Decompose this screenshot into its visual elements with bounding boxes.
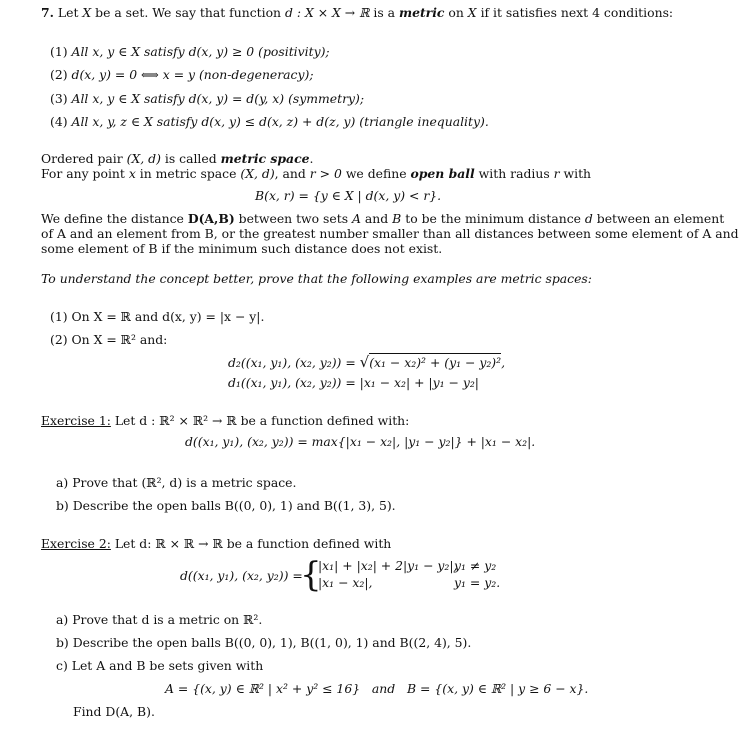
exercise1-statement xyxy=(41,413,409,428)
example-text: On X = ℝ and d(x, y) = |x − y|. xyxy=(71,309,265,324)
text: . xyxy=(309,151,314,166)
euclidean-metric-formula xyxy=(228,355,505,370)
example-item xyxy=(50,332,167,347)
condition-text: All x, y ∈ X satisfy d(x, y) = d(y, x) xyxy=(71,91,285,106)
part-text: Prove that (ℝ², d) is a metric space. xyxy=(72,475,297,490)
part-text: Let A and B be sets given with xyxy=(71,658,264,673)
exercise1-text: Let d : ℝ² × ℝ² → ℝ be a function defined with: xyxy=(110,413,410,428)
cases-brace: { xyxy=(300,555,322,595)
exercise2-statement xyxy=(41,536,391,551)
exercise2-formula-lhs: d((x₁, y₁), (x₂, y₂)) = xyxy=(180,568,303,583)
case-1-expression: |x₁| + |x₂| + 2|y₁ − y₂|, xyxy=(318,558,458,573)
part-text: Describe the open balls B((0, 0), 1), B((1, 0), 1) and B((2, 4), 5). xyxy=(72,635,472,650)
math: (X, d) xyxy=(126,151,161,166)
exercise1-part-a xyxy=(56,475,296,490)
text: with radius xyxy=(474,166,554,181)
case-1-condition: y₁ ≠ y₂ xyxy=(454,558,497,573)
problem-intro xyxy=(41,5,673,20)
intro-text: on xyxy=(444,5,468,20)
math: r xyxy=(553,166,560,181)
condition-number: (4) xyxy=(50,114,68,129)
condition-text: d(x, y) = 0 ⟺ x = y xyxy=(71,67,196,82)
part-text: Prove that d is a metric on ℝ². xyxy=(72,612,263,627)
text: to be the minimum distance xyxy=(401,211,585,226)
condition-item xyxy=(50,44,330,59)
condition-note: (triangle inequality). xyxy=(359,114,489,129)
condition-item xyxy=(50,91,364,106)
math: r > 0 xyxy=(309,166,342,181)
open-ball-definition xyxy=(41,166,591,181)
exercise2-part-c xyxy=(56,658,263,673)
condition-item xyxy=(50,67,314,82)
example-item xyxy=(50,309,264,324)
formula-lhs: d₂((x₁, y₁), (x₂, y₂)) = xyxy=(228,355,360,370)
condition-number: (3) xyxy=(50,91,68,106)
problem-number: 7. xyxy=(41,5,54,20)
intro-text: if it satisfies next 4 conditions: xyxy=(476,5,674,20)
example-number: (1) xyxy=(50,309,68,324)
text: For any point xyxy=(41,166,129,181)
text: we define xyxy=(341,166,411,181)
find-distance: Find D(A, B). xyxy=(73,704,155,719)
math: d xyxy=(584,211,593,226)
formula-end: , xyxy=(501,355,506,370)
intro-math: X xyxy=(467,5,477,20)
text: and xyxy=(360,211,393,226)
intro-math: d : X × X → ℝ xyxy=(284,5,370,20)
text: with xyxy=(559,166,592,181)
exercise1-part-b xyxy=(56,498,396,513)
condition-number: (1) xyxy=(50,44,68,59)
condition-text: All x, y, z ∈ X satisfy d(x, y) ≤ d(x, z) + d(z, y) xyxy=(71,114,356,129)
exercise2-part-b xyxy=(56,635,471,650)
sqrt-symbol: √ xyxy=(359,353,370,371)
distance-definition-line xyxy=(41,211,724,226)
case-2-expression: |x₁ − x₂|, xyxy=(318,575,373,590)
text: between two sets xyxy=(234,211,353,226)
sqrt-radicand: (x₁ − x₂)² + (y₁ − y₂)² xyxy=(369,355,502,370)
part-label: a) xyxy=(56,475,69,490)
part-label: a) xyxy=(56,612,69,627)
exercise2-text: Let d: ℝ × ℝ → ℝ be a function defined with xyxy=(110,536,392,551)
metric-term: metric xyxy=(398,5,445,20)
case-2-condition: y₁ = y₂. xyxy=(454,575,501,590)
condition-note: (positivity); xyxy=(258,44,330,59)
condition-note: (symmetry); xyxy=(288,91,365,106)
math: (X, d) xyxy=(240,166,275,181)
distance-definition-line: of A and an element from B, or the greatest number smaller than all distances between some element of A and xyxy=(41,226,739,241)
distance-definition-line: some element of B if the minimum such distance does not exist. xyxy=(41,241,443,256)
part-text: Describe the open balls B((0, 0), 1) and B((1, 3), 5). xyxy=(72,498,396,513)
intro-text: Let xyxy=(57,5,83,20)
math: A xyxy=(352,211,361,226)
condition-number: (2) xyxy=(50,67,68,82)
intro-math: X xyxy=(82,5,92,20)
ordered-pair-definition xyxy=(41,151,313,166)
manhattan-metric-formula: d₁((x₁, y₁), (x₂, y₂)) = |x₁ − x₂| + |y₁ − y₂| xyxy=(228,375,479,390)
distance-term: D(A,B) xyxy=(187,211,235,226)
condition-text: All x, y ∈ X satisfy d(x, y) ≥ 0 xyxy=(71,44,255,59)
understand-instruction: To understand the concept better, prove that the following examples are metric spaces: xyxy=(41,271,592,286)
text: , and xyxy=(274,166,310,181)
exercise1-label: Exercise 1: xyxy=(41,413,111,428)
text: between an element xyxy=(592,211,725,226)
text: We define the distance xyxy=(41,211,188,226)
intro-text: be a set. We say that function xyxy=(91,5,285,20)
text: in metric space xyxy=(135,166,241,181)
intro-text: is a xyxy=(369,5,399,20)
condition-item xyxy=(50,114,489,129)
example-text: On X = ℝ² and: xyxy=(71,332,168,347)
exercise1-formula: d((x₁, y₁), (x₂, y₂)) = max{|x₁ − x₂|, |y₁ − y₂|} + |x₁ − x₂|. xyxy=(185,434,536,449)
part-label: c) xyxy=(56,658,68,673)
open-ball-formula: B(x, r) = {y ∈ X | d(x, y) < r}. xyxy=(255,188,442,203)
condition-note: (non-degeneracy); xyxy=(198,67,314,82)
math: x xyxy=(128,166,136,181)
part-label: b) xyxy=(56,498,69,513)
example-number: (2) xyxy=(50,332,68,347)
math: B xyxy=(392,211,402,226)
part-label: b) xyxy=(56,635,69,650)
text: is called xyxy=(160,151,221,166)
metric-space-term: metric space xyxy=(220,151,310,166)
sets-definition: A = {(x, y) ∈ ℝ² | x² + y² ≤ 16} and B = {(x, y) ∈ ℝ² | y ≥ 6 − x}. xyxy=(165,681,589,696)
exercise2-label: Exercise 2: xyxy=(41,536,111,551)
exercise2-part-a xyxy=(56,612,262,627)
text: Ordered pair xyxy=(41,151,127,166)
open-ball-term: open ball xyxy=(410,166,475,181)
